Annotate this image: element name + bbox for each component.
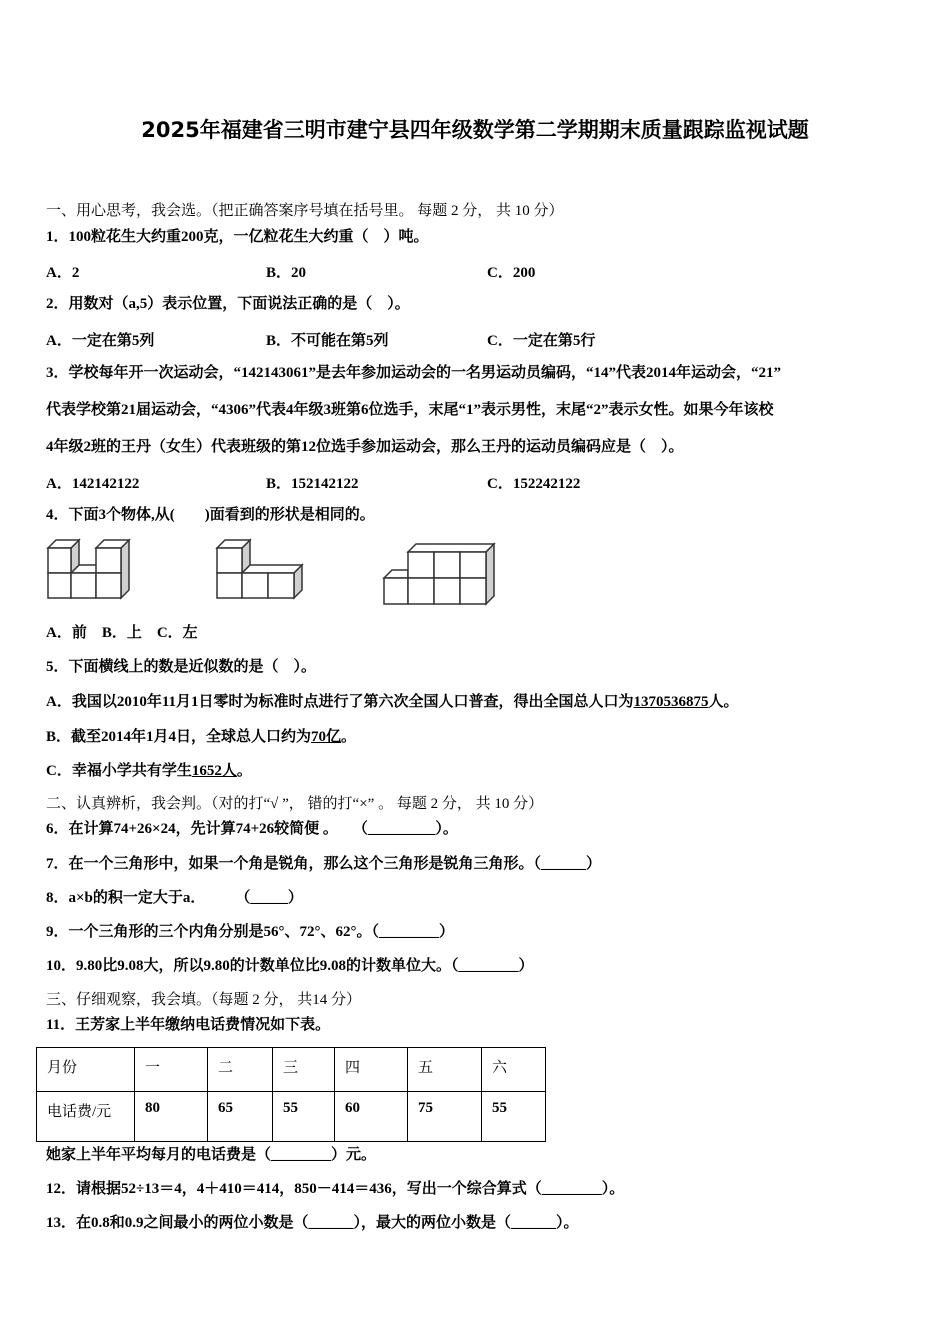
question-11: 11．王芳家上半年缴纳电话费情况如下表。	[46, 1017, 331, 1033]
q3-option-c: C．152242122	[487, 476, 581, 492]
table-cell: 65	[208, 1092, 273, 1142]
q5-b-text: B．截至2014年1月4日，全球总人口约为	[46, 729, 312, 745]
q2-option-a: A．一定在第5列	[46, 333, 155, 349]
q5-b-suffix: 。	[341, 729, 357, 745]
q5-option-b	[46, 728, 356, 746]
question-7: 7．在一个三角形中，如果一个角是锐角，那么这个三角形是锐角三角形。（______）	[46, 856, 602, 872]
question-12: 12．请根据52÷13＝4，4＋410＝414，850－414＝436，写出一个综合算式（________）。	[46, 1181, 625, 1197]
q3-option-a: A．142142122	[46, 476, 140, 492]
question-4: 4．下面3个物体,从( )面看到的形状是相同的。	[46, 507, 375, 523]
q2-option-b: B．不可能在第5列	[266, 333, 389, 349]
table-cell: 80	[135, 1092, 208, 1142]
cube-figure-3	[380, 540, 500, 608]
question-1: 1．100粒花生大约重200克，一亿粒花生大约重（ ）吨。	[46, 229, 429, 245]
q5-a-underlined: 1370536875	[633, 694, 709, 710]
q1-option-c: C．200	[487, 265, 536, 281]
question-9: 9．一个三角形的三个内角分别是56°、72°、62°。（________）	[46, 924, 454, 940]
question-3-line3: 4年级2班的王丹（女生）代表班级的第12位选手参加运动会，那么王丹的运动员编码应是（ ）。	[46, 439, 684, 455]
table-cell: 55	[273, 1092, 335, 1142]
q5-c-underlined: 1652人	[191, 763, 237, 779]
table-cell: 六	[482, 1048, 546, 1092]
table-row	[37, 1092, 546, 1142]
q5-a-suffix: 人。	[708, 694, 739, 710]
table-cell: 60	[335, 1092, 408, 1142]
q1-option-a: A．2	[46, 265, 80, 281]
table-cell: 一	[135, 1048, 208, 1092]
section-2-heading: 二、认真辨析，我会判。（对的打“√ ”， 错的打“×” 。 每题 2 分， 共 10 分）	[46, 796, 544, 812]
section-1-heading: 一、用心思考，我会选。（把正确答案序号填在括号里。 每题 2 分， 共 10 分）	[46, 203, 564, 219]
question-2: 2．用数对（a,5）表示位置，下面说法正确的是（ ）。	[46, 296, 410, 312]
q4-options: A．前 B．上 C．左	[46, 625, 198, 641]
question-13: 13．在0.8和0.9之间最小的两位小数是（______），最大的两位小数是（______）。	[46, 1215, 579, 1231]
table-cell: 75	[408, 1092, 482, 1142]
question-10: 10．9.80比9.08大，所以9.80的计数单位比9.08的计数单位大。（________）	[46, 958, 534, 974]
page-title: 2025年福建省三明市建宁县四年级数学第二学期期末质量跟踪监视试题	[141, 118, 809, 142]
question-11-followup: 她家上半年平均每月的电话费是（________）元。	[46, 1147, 377, 1163]
table-cell: 二	[208, 1048, 273, 1092]
q2-option-c: C．一定在第5行	[487, 333, 596, 349]
q1-option-b: B．20	[266, 265, 307, 281]
q3-option-b: B．152142122	[266, 476, 359, 492]
q5-option-a	[46, 693, 739, 711]
table-header-row	[37, 1048, 546, 1092]
question-6: 6．在计算74+26×24，先计算74+26较简便 。 （_________）。	[46, 821, 458, 837]
question-3-line2: 代表学校第21届运动会，“4306”代表4年级3班第6位选手，末尾“1”表示男性，末尾“2”表示女性。如果今年该校	[46, 402, 774, 418]
table-cell: 五	[408, 1048, 482, 1092]
q5-a-text: A．我国以2010年11月1日零时为标准时点进行了第六次全国人口普查，得出全国总人口为	[46, 694, 634, 710]
question-8: 8．a×b的积一定大于a． （_____）	[46, 890, 303, 906]
table-cell: 55	[482, 1092, 546, 1142]
section-3-heading: 三、仔细观察，我会填。（每题 2 分， 共14 分）	[46, 992, 362, 1008]
table-cell: 电话费/元	[37, 1092, 135, 1142]
question-5: 5．下面横线上的数是近似数的是（ ）。	[46, 659, 317, 675]
table-cell: 三	[273, 1048, 335, 1092]
cube-figure-2	[214, 538, 309, 604]
q5-c-text: C．幸福小学共有学生	[46, 763, 192, 779]
q5-b-underlined: 70亿	[311, 729, 342, 745]
cube-figure-1	[45, 538, 140, 604]
table-cell: 月份	[37, 1048, 135, 1092]
table-cell: 四	[335, 1048, 408, 1092]
question-3-line1: 3．学校每年开一次运动会，“142143061”是去年参加运动会的一名男运动员编码，“14”代表2014年运动会，“21”	[46, 365, 782, 381]
q5-c-suffix: 。	[236, 763, 252, 779]
phone-bill-table	[36, 1047, 546, 1142]
q5-option-c	[46, 762, 252, 780]
